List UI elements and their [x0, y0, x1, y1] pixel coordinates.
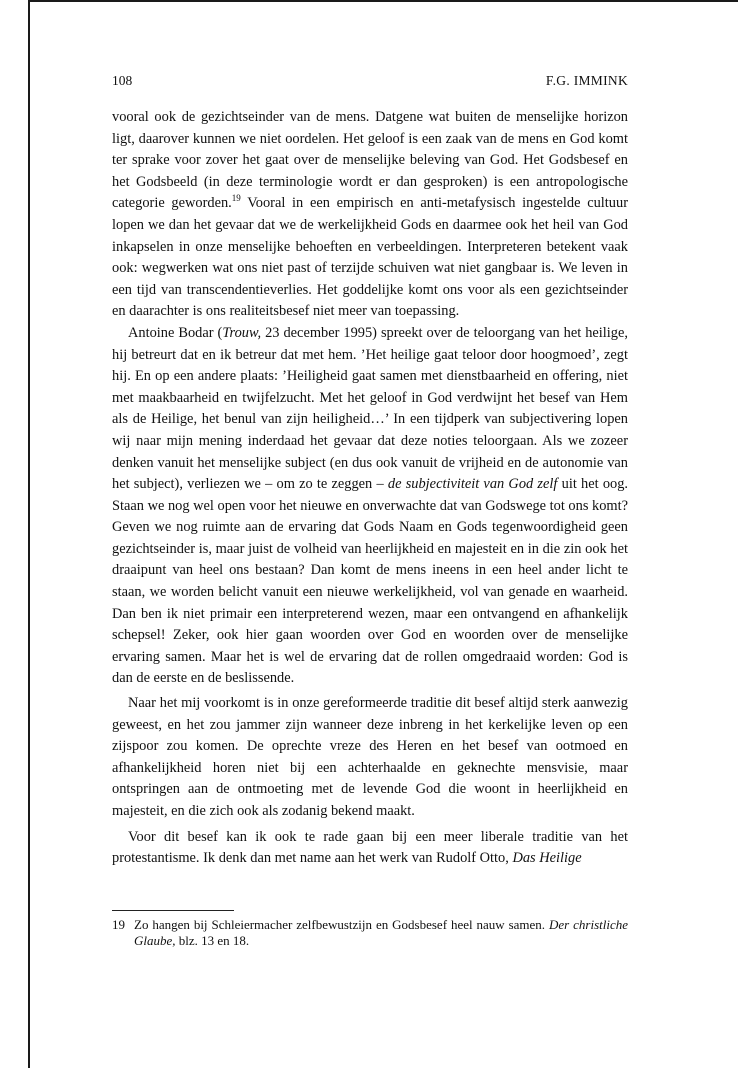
running-head: F.G. IMMINK [545, 73, 628, 88]
paragraph-1 [112, 107, 628, 323]
scan-border-top [28, 0, 738, 2]
paragraph-2-part-a: Antoine Bodar ( [128, 324, 223, 341]
paragraph-1-part-b: Vooral in een empirisch en anti-metafysisch ingestelde cultuur lopen we dan het gevaar dat we de werkelijkheid Gods en daarmee ook het heil van God inkapselen in onze menselijke behoeften en verbeeldingen. Interpreteren betekent vaak ook: wegwerken wat ons niet past of terzijde schuiven wat niet gangbaar is. We leven in een tijd van transcendentieverlies. Het goddelijke komt ons voor als een gezichtseinder en daarachter is ons realiteitsbesef niet meer van toepassing. [112, 195, 628, 320]
paragraph-2-italic-2: de subjectiviteit van God zelf [387, 476, 558, 493]
scan-border-left [28, 0, 30, 1068]
footnote-italic: Der christliche Glaube, [134, 917, 628, 948]
page-number: 108 [112, 73, 133, 88]
paragraph-1-part-a: vooral ook de gezichtseinder van de mens. Datgene wat buiten de menselijke horizon ligt, daarover kunnen we niet oordelen. Het geloof is een zaak van de mens en God komt ter sprake voor zover het gaat over de menselijke beleving van God. Het Godsbesef en het Godsbeeld (in deze terminologie wordt er dan gesproken) is een antropologische categorie geworden. [112, 109, 628, 212]
footnote-part-b: blz. 13 en 18. [175, 933, 250, 948]
paragraph-2-part-b: 23 december 1995) spreekt over de teloorgang van het heilige, hij betreurt dat en ik betreur dat met hem. ’Het heilige gaat teloor door hoogmoed’, zegt hij. En op een andere plaats: ’Heiligheid gaat samen met dienstbaarheid en offering, niet met maakbaarheid en twijfelzucht. Met het geloof in God verdwijnt het besef van Hem als de Heilige, het benul van zijn heiligheid…’ In een tijdperk van subjectivering lopen wij naar mijn mening inderdaad het gevaar dat deze noties teloorgaan. Als we zozeer denken vanuit het menselijke subject (en dus ook vanuit de vrijheid en de autonomie van het subject), verliezen we – om zo te zeggen – [112, 324, 628, 493]
footnote-part-a: Zo hangen bij Schleiermacher zelfbewustzijn en Godsbesef heel nauw samen. [134, 917, 549, 932]
paragraph-2-part-c: uit het oog. Staan we nog wel open voor het nieuwe en onverwachte dat van Godswege tot ons komt? Geven we nog ruimte aan de ervaring dat Gods Naam en Gods tegenwoordigheid geen gezichtseinder is, maar juist de volheid van heerlijkheid en majesteit en in die zin ook het draaipunt van heel ons bestaan? Dan komt de mens ineens in een heel ander licht te staan, we worden belicht vanuit een nieuwe werkelijkheid, vol van genade en waarheid. Dan ben ik niet primair een interpreterend wezen, maar een ontvangend en afhankelijk schepsel! Zeker, ook hier gaan woorden over God en woorden over de menselijke ervaring samen. Maar het is wel de ervaring dat de rollen omgedraaid worden: God is dan de eerste en de beslissende. [112, 476, 629, 687]
paragraph-4-part-a: Voor dit besef kan ik ook te rade gaan bij een meer liberale traditie van het protestantisme. Ik denk dan met name aan het werk van Rudolf Otto, [112, 828, 628, 867]
paragraph-3: Naar het mij voorkomt is in onze gereformeerde traditie dit besef altijd sterk aanwezig geweest, en het zou jammer zijn wanneer deze inbreng in het kerkelijke leven op een zijspoor zou komen. De oprechte vreze des Heren en het besef van ootmoed en afhankelijkheid horen niet bij een achterhaalde en geknechte mensvisie, maar ontspringen aan de ontmoeting met de levende God die woont in heerlijkheid en majesteit, en die zich ook als zodanig bekend maakt. [112, 695, 628, 819]
footnote [112, 917, 628, 949]
paragraph-4-italic: Das Heilige [512, 850, 582, 867]
footnote-text [134, 917, 628, 949]
footnote-number: 19 [112, 917, 125, 932]
paragraph-2-italic-1: Trouw, [222, 324, 262, 341]
footnote-rule [112, 910, 234, 911]
paragraph-4 [112, 827, 628, 870]
paragraph-2 [112, 323, 628, 690]
body-text [112, 107, 628, 870]
footnote-reference: 19 [231, 193, 241, 204]
page-header [112, 73, 628, 91]
